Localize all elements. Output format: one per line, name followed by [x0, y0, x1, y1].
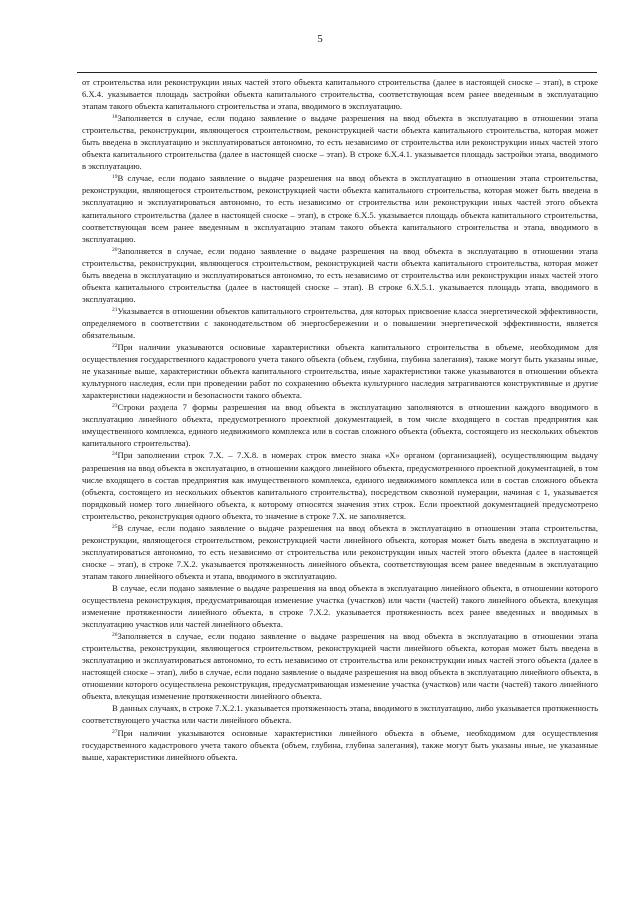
footnote-marker: 27	[112, 728, 118, 735]
page-number: 5	[317, 33, 323, 45]
footnote-marker: 18	[112, 114, 118, 121]
paragraph-text: В случае, если подано заявление о выдаче разрешения на ввод объекта в эксплуатацию в отношении этапа строительства, реконструкции, являющегося строительством, реконструкцией части объекта капитального строительства, которая может быть введена в эксплуатацию и эксплуатироваться автономно, то есть независимо от строительства или реконструкции иных частей этого объекта капитального строительства (далее в настоящей сноске – этап), в строке 6.Х.5. указывается площадь объекта капитального строительства, соответствующая всем ранее введенным в эксплуатацию этапам такого объекта капитального строительства и этапа, вводимого в эксплуатацию.	[82, 173, 598, 244]
paragraph-text: Заполняется в случае, если подано заявление о выдаче разрешения на ввод объекта в эксплуатацию в отношении этапа строительства, реконструкции, являющегося строительством, реконструкцией части объекта капитального строительства, которая может быть введена в эксплуатацию и эксплуатироваться автономно, то есть независимо от строительства или реконструкции иных частей этого объекта капитального строительства (далее в настоящей сноске – этап). В строке 6.Х.5.1. указывается площадь этапа, вводимого в эксплуатацию.	[82, 245, 598, 304]
paragraph-text: В случае, если подано заявление о выдаче разрешения на ввод объекта в эксплуатацию в отношении этапа строительства, реконструкции, являющегося строительством, реконструкцией части линейного объекта, которая может быть введена в эксплуатацию и эксплуатироваться автономно, то есть независимо от строительства или реконструкции иных частей этого объекта (далее в настоящей сноске – этап), в строке 7.Х.2. указывается протяженность линейного объекта, соответствующая всем ранее введенным в эксплуатацию этапам такого линейного объекта и этапа, вводимого в эксплуатацию.	[82, 522, 598, 581]
footnote-26	[82, 630, 598, 702]
footnote-23	[82, 401, 598, 449]
paragraph-text: При наличии указываются основные характеристики объекта капитального строительства в объеме, необходимом для осуществления государственного кадастрового учета такого объекта (объем, глубина, глубина залегания), также могут быть указаны иные, не указанные выше, характеристики объекта капитального строительства, иные характеристики также указываются в отношении объекта культурного наследия, если при проведении работ по сохранению объекта культурного наследия затрагиваются конструктивные и другие характеристики надежности и безопасности такого объекта.	[82, 342, 598, 401]
footnote-marker: 26	[112, 632, 118, 639]
footnote-20	[82, 245, 598, 305]
footnote-24	[82, 449, 598, 521]
paragraph-text: При заполнении строк 7.Х. – 7.Х.8. в номерах строк вместо знака «Х» органом (организацией), осуществляющим выдачу разрешения на ввод объекта в эксплуатацию, в отношении каждого линейного объекта, предусмотренного проектной документацией, в том числе входящего в состав предприятия как имущественного комплекса, единого недвижимого комплекса или в состав сложного объекта (объекта, состоящего из нескольких объектов капитального строительства), посредством сквозной нумерации, начиная с 1, указывается порядковый номер того линейного объекта, к которому относятся значения этих строк. Если проектной документацией предусмотрено строительство, реконструкция одного объекта, то значение в строке 7.Х. не заполняется.	[82, 450, 598, 521]
footnote-marker: 19	[112, 174, 118, 181]
paragraph-text: от строительства или реконструкции иных частей этого объекта капитального строительства (далее в настоящей сноске – этап), в строке 6.Х.4. указывается площадь застройки объекта капитального строительства, соответствующая всем ранее введенным в эксплуатацию этапам такого объекта капитального строительства и этапа, вводимого в эксплуатацию.	[82, 77, 598, 112]
paragraph-text: Заполняется в случае, если подано заявление о выдаче разрешения на ввод объекта в эксплуатацию в отношении этапа строительства, реконструкции, являющегося строительством, реконструкцией части объекта капитального строительства, которая может быть введена в эксплуатацию и эксплуатироваться автономно, то есть независимо от строительства или реконструкции иных частей этого объекта капитального строительства (далее в настоящей сноске – этап). В строке 6.Х.4.1. указывается площадь застройки этапа, вводимого в эксплуатацию.	[82, 113, 598, 172]
footnote-19	[82, 172, 598, 244]
footnotes-body	[82, 76, 598, 763]
footnote-25-continuation	[82, 582, 598, 630]
footnote-21	[82, 305, 598, 341]
footnote-25	[82, 522, 598, 582]
paragraph-text: При наличии указываются основные характеристики линейного объекта в объеме, необходимом для осуществления государственного кадастрового учета такого объекта (объем, глубина, глубина залегания), также могут быть указаны иные, не указанные выше, характеристики линейного объекта.	[82, 727, 598, 762]
footnote-27	[82, 727, 598, 763]
footnote-marker: 24	[112, 451, 118, 458]
footnote-26-continuation	[82, 702, 598, 726]
footnote-18	[82, 112, 598, 172]
paragraph-text: Указывается в отношении объектов капитального строительства, для которых присвоение класса энергетической эффективности, определяемого в соответствии с законодательством об энергосбережении и о повышении энергетической эффективности, является обязательным.	[82, 305, 598, 340]
footnote-22	[82, 341, 598, 401]
paragraph-text: В данных случаях, в строке 7.Х.2.1. указывается протяженность этапа, вводимого в эксплуатацию, либо указывается протяженность соответствующего участка или части линейного объекта.	[82, 703, 598, 726]
footnote-marker: 22	[112, 343, 118, 350]
paragraph-text: Строки раздела 7 формы разрешения на ввод объекта в эксплуатацию заполняются в отношении каждого вводимого в эксплуатацию линейного объекта, предусмотренного проектной документацией, в том числе входящего в состав предприятия как имущественного комплекса, единого недвижимого комплекса или в состав сложного объекта (объекта, состоящего из нескольких объектов капитального строительства).	[82, 402, 598, 449]
footnote-marker: 20	[112, 246, 118, 253]
footnote-marker: 23	[112, 403, 118, 410]
footnote-separator-rule	[77, 72, 597, 73]
footnote-marker: 25	[112, 523, 118, 530]
footnote-marker: 21	[112, 306, 118, 313]
paragraph-text: Заполняется в случае, если подано заявление о выдаче разрешения на ввод объекта в эксплуатацию в отношении этапа строительства, реконструкции, являющегося строительством, реконструкцией части линейного объекта, которая может быть введена в эксплуатацию и эксплуатироваться автономно, то есть независимо от строительства или реконструкции иных частей этого объекта (далее в настоящей сноске – этап), либо в случае, если подано заявление о выдаче разрешения на ввод объекта в эксплуатацию линейного объекта, в отношении которого осуществлена реконструкция, предусматривающая изменение участка (участков) или части (частей) такого линейного объекта, влекущая изменение протяженности линейного объекта.	[82, 631, 598, 702]
paragraph-text: В случае, если подано заявление о выдаче разрешения на ввод объекта в эксплуатацию линейного объекта, в отношении которого осуществлена реконструкция, предусматривающая изменение участка (участков) или части (частей) такого линейного объекта, влекущая изменение протяженности линейного объекта, в строке 7.Х.2. указывается протяженность всех ранее введенных и вводимых в эксплуатацию участков или частей линейного объекта.	[82, 582, 598, 630]
footnote-17-continuation	[82, 76, 598, 112]
